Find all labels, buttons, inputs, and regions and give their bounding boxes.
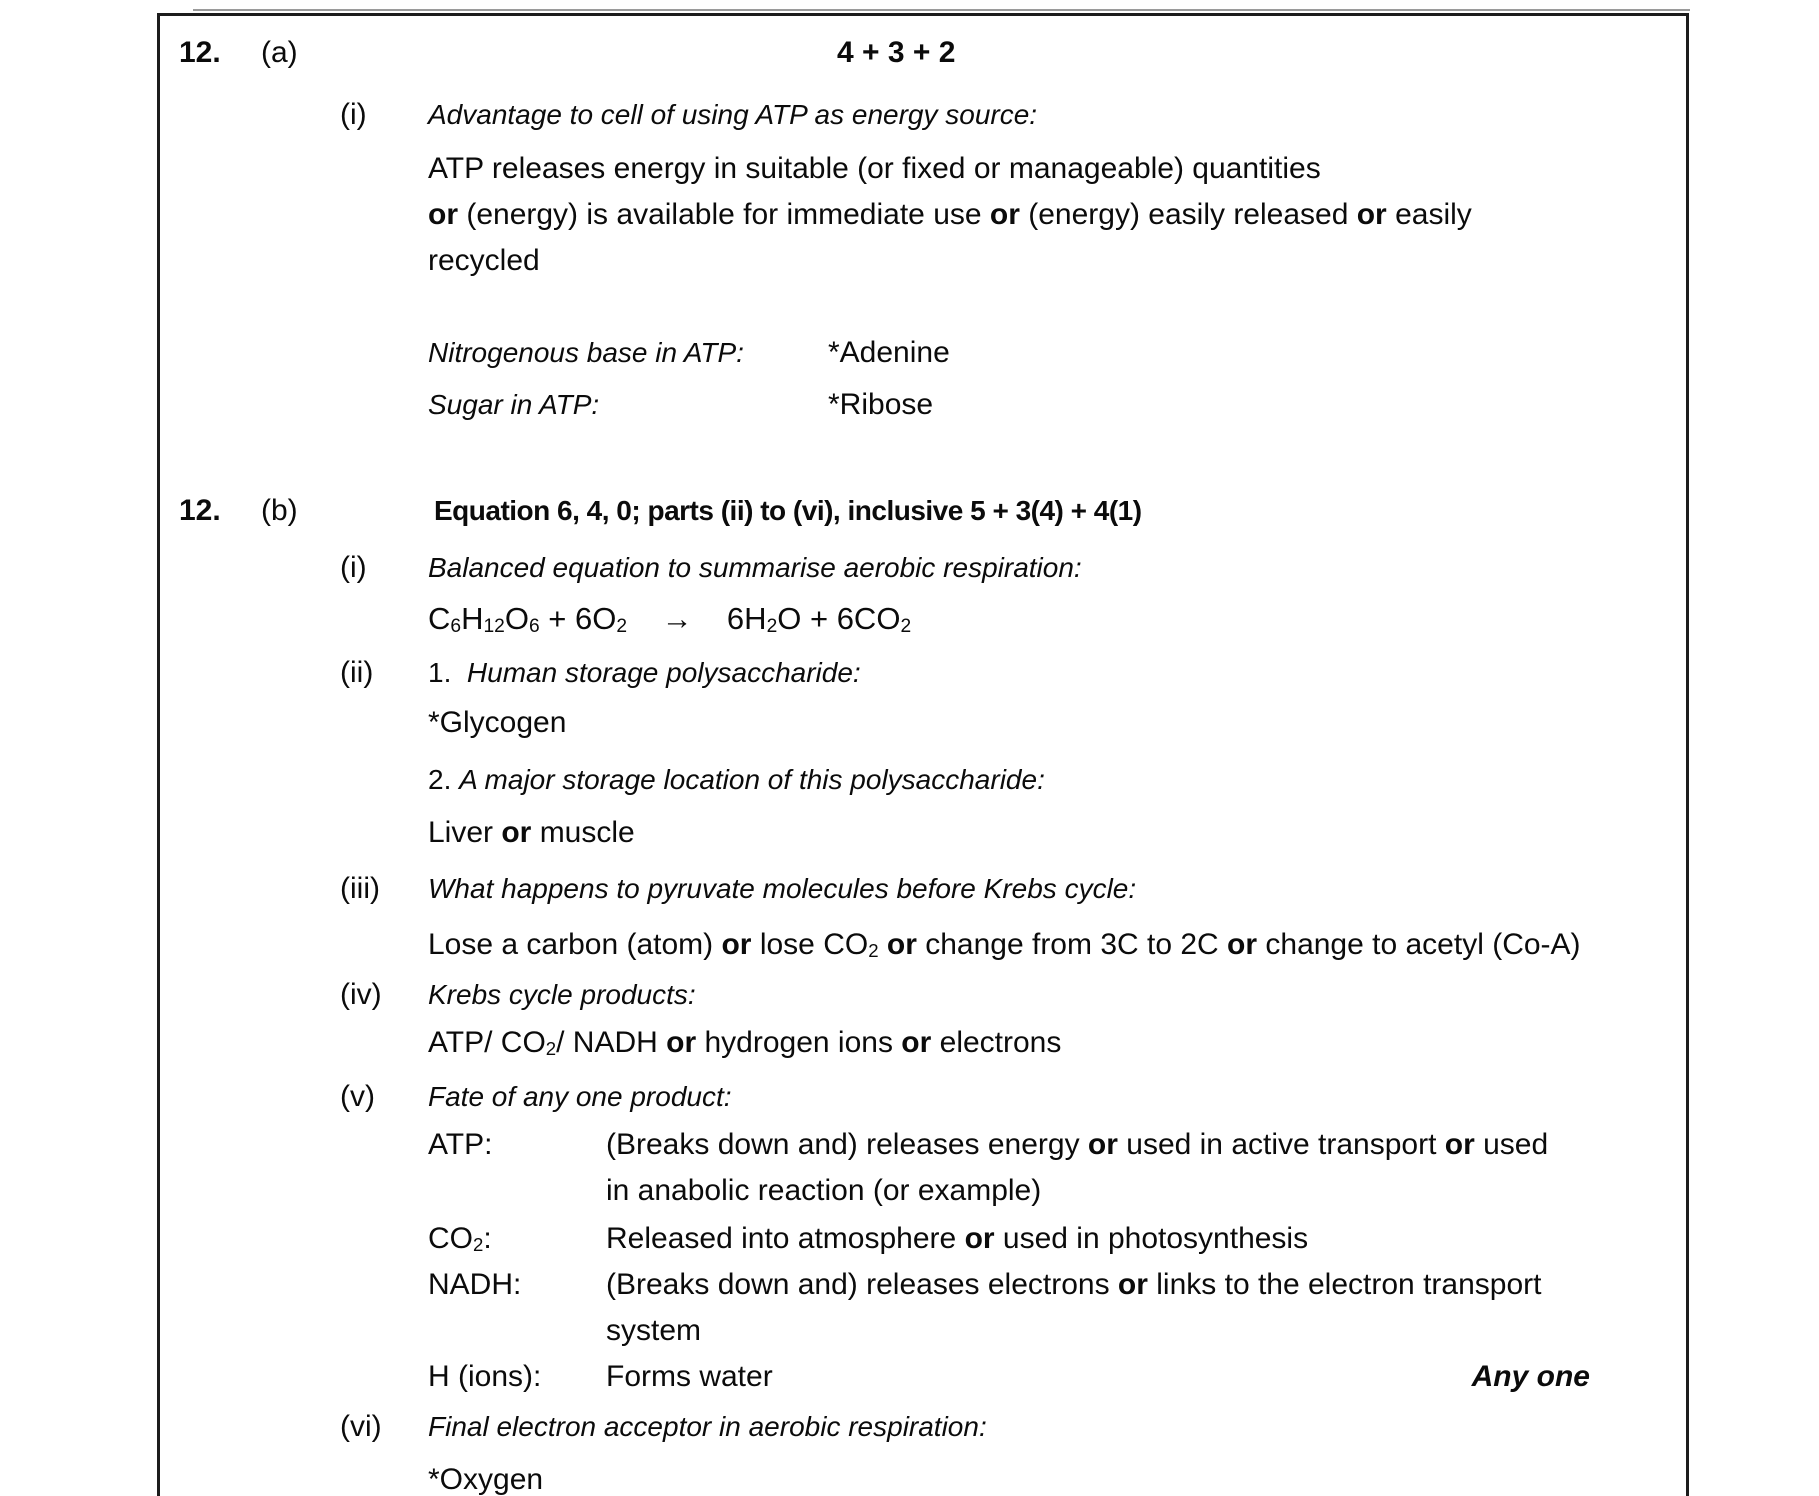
question-text: What happens to pyruvate molecules before Krebs cycle: (428, 873, 1137, 904)
question-text: 1. Human storage polysaccharide: (428, 657, 861, 688)
question-text: Krebs cycle products: (428, 979, 696, 1010)
answer-line: Lose a carbon (atom) or lose $CO_2$ or change from 3C to 2C or change to acetyl (Co-A) (428, 928, 1581, 962)
part-b-header-row (160, 488, 1686, 534)
question-text: Balanced equation to summarise aerobic respiration: (428, 552, 1082, 583)
answer-text: *Oxygen (428, 1463, 544, 1496)
equation-row (160, 596, 1686, 642)
answer-text: *Ribose (828, 388, 934, 421)
part-b-item-ii-question-row (160, 650, 1686, 696)
answer-row (160, 1457, 1686, 1496)
fate-description: Forms water (606, 1360, 773, 1393)
part-b-item-iii-question-row (160, 866, 1686, 912)
answer-line: Liver or muscle (428, 816, 635, 849)
fate-nadh-row-continued (160, 1308, 1686, 1354)
fate-atp-row (160, 1122, 1686, 1168)
fate-description: in anabolic reaction (or example) (606, 1174, 1042, 1207)
question-text: Advantage to cell of using ATP as energy source: (428, 99, 1038, 130)
part-b-item-vi-question-row (160, 1404, 1686, 1450)
sugar-in-atp-row (160, 382, 1686, 428)
fate-atp-row-continued (160, 1168, 1686, 1214)
balanced-equation: $C_6H_{12}O_6 + 6O_2$ → $6H_2O + 6CO_2$ (428, 601, 912, 638)
fate-label: NADH: (428, 1268, 522, 1301)
scan-edge-artifact (193, 9, 1690, 11)
item-label: (v) (340, 1080, 375, 1113)
answer-row (160, 700, 1686, 746)
answer-row (160, 238, 1686, 284)
question-text: 2. A major storage location of this polysaccharide: (428, 764, 1045, 795)
answer-row (160, 1020, 1686, 1066)
base-in-atp-row (160, 330, 1686, 376)
part-b-item-iv-question-row (160, 972, 1686, 1018)
item-label: (iii) (340, 872, 380, 905)
answer-line: recycled (428, 244, 540, 277)
answer-line: or (energy) is available for immediate use or (energy) easily released or easily (428, 198, 1472, 231)
question-text: Fate of any one product: (428, 1081, 732, 1112)
part-a-marks: 4 + 3 + 2 (837, 36, 956, 69)
any-one-note: Any one (1471, 1360, 1590, 1393)
part-letter: (a) (261, 36, 298, 69)
question-text: Final electron acceptor in aerobic respiration: (428, 1411, 987, 1442)
answer-row (160, 922, 1686, 968)
fate-co2-row (160, 1216, 1686, 1262)
fate-h-ions-row (160, 1354, 1686, 1400)
question-text: Nitrogenous base in ATP: (428, 337, 744, 368)
part-b-item-i-question-row (160, 545, 1686, 591)
item-label: (i) (340, 98, 367, 131)
part-a-item-i-question-row (160, 92, 1686, 138)
answer-text: *Glycogen (428, 706, 567, 739)
fate-description: (Breaks down and) releases electrons or links to the electron transport (606, 1268, 1542, 1301)
answer-text: *Adenine (828, 336, 950, 369)
part-b-item-ii-question2-row (160, 757, 1686, 803)
item-label: (i) (340, 551, 367, 584)
question-number: 12. (179, 36, 221, 69)
answer-row (160, 192, 1686, 238)
part-a-header-row (160, 30, 1686, 76)
part-b-item-v-question-row (160, 1074, 1686, 1120)
answer-line: ATP releases energy in suitable (or fixed or manageable) quantities (428, 152, 1321, 185)
question-text: Sugar in ATP: (428, 389, 600, 420)
answer-row (160, 146, 1686, 192)
fate-label: ATP: (428, 1128, 493, 1161)
item-label: (iv) (340, 978, 382, 1011)
fate-label: H (ions): (428, 1360, 542, 1393)
fate-description: (Breaks down and) releases energy or used in active transport or used (606, 1128, 1549, 1161)
answer-row (160, 810, 1686, 856)
marking-scheme-page (157, 13, 1689, 1496)
part-b-marks-heading: Equation 6, 4, 0; parts (ii) to (vi), inclusive 5 + 3(4) + 4(1) (434, 495, 1142, 526)
question-number: 12. (179, 494, 221, 527)
item-label: (vi) (340, 1410, 382, 1443)
answer-line: ATP/ $CO_2/$ NADH or hydrogen ions or electrons (428, 1026, 1062, 1060)
item-label: (ii) (340, 656, 374, 689)
part-letter: (b) (261, 494, 298, 527)
fate-nadh-row (160, 1262, 1686, 1308)
fate-description: Released into atmosphere or used in photosynthesis (606, 1222, 1309, 1255)
fate-label: $CO_2$: (428, 1222, 492, 1256)
fate-description: system (606, 1314, 702, 1347)
